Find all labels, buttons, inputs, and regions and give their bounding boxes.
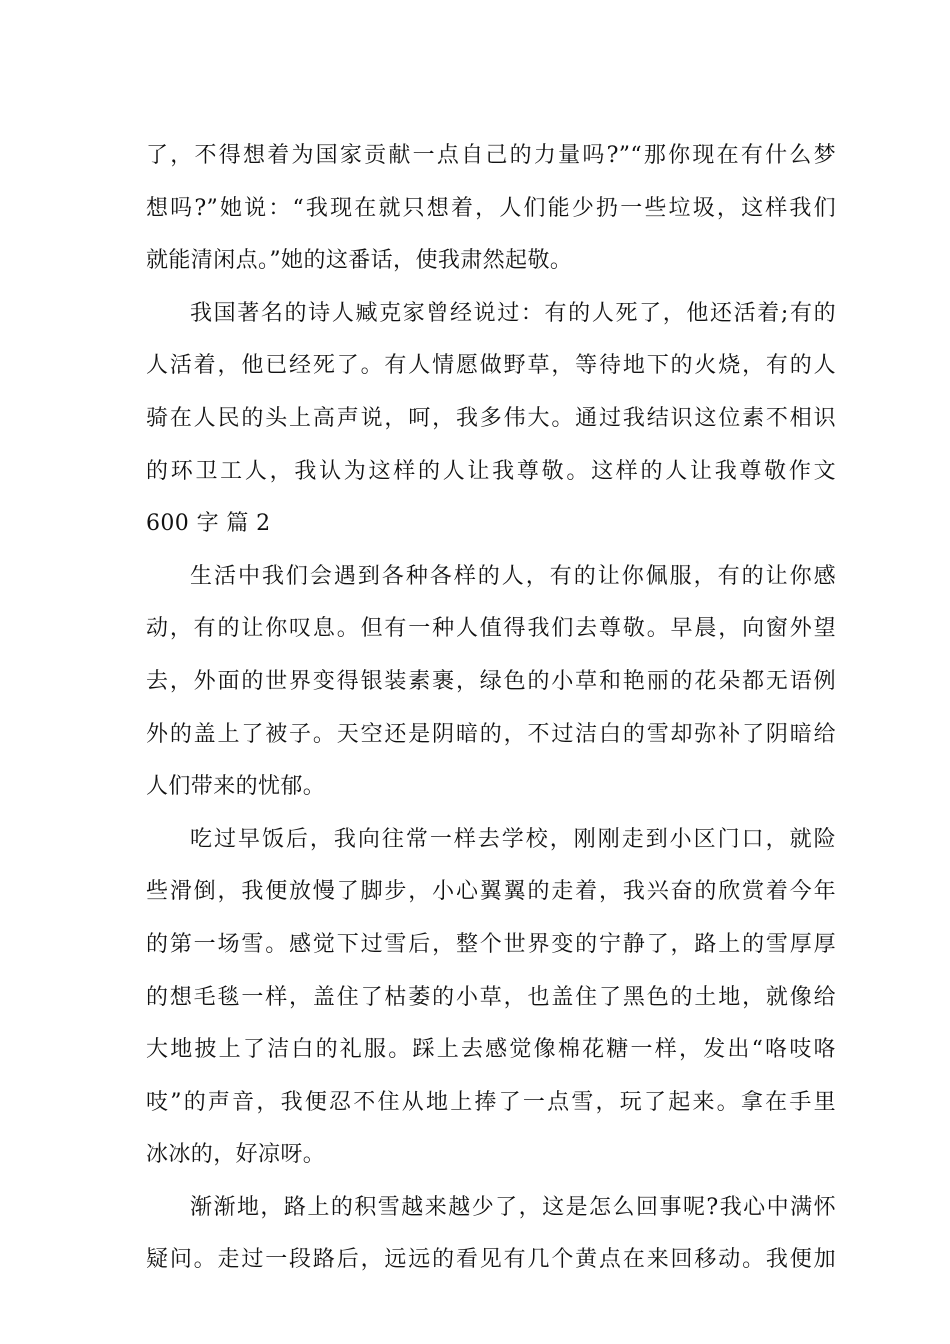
text-line: 外的盖上了被子。天空还是阴暗的，不过洁白的雪却弥补了阴暗给: [146, 721, 836, 747]
section-heading-line: 600 字 篇 2: [146, 511, 271, 537]
text-line: 的第一场雪。感觉下过雪后，整个世界变的宁静了，路上的雪厚厚: [146, 931, 836, 957]
text-line: 吱”的声音，我便忍不住从地上捧了一点雪，玩了起来。拿在手里: [146, 1089, 836, 1115]
text-line: 就能清闲点。”她的这番话，使我肃然起敬。: [146, 248, 573, 274]
paragraph-first-line: 我国著名的诗人臧克家曾经说过：有的人死了，他还活着;有的: [190, 300, 836, 326]
paragraph-first-line: 渐渐地，路上的积雪越来越少了，这是怎么回事呢?我心中满怀: [190, 1194, 836, 1220]
text-line: 些滑倒，我便放慢了脚步，小心翼翼的走着，我兴奋的欣赏着今年: [146, 879, 836, 905]
paragraph-first-line: 吃过早饭后，我向往常一样去学校，刚刚走到小区门口，就险: [190, 826, 836, 852]
document-body: [146, 130, 836, 1287]
text-line: 冰冰的，好凉呀。: [146, 1142, 326, 1168]
text-line: 了，不得想着为国家贡献一点自己的力量吗?”“那你现在有什么梦: [146, 143, 836, 168]
text-line: 大地披上了洁白的礼服。踩上去感觉像棉花糖一样，发出“咯吱咯: [146, 1037, 836, 1063]
text-line: 人活着，他已经死了。有人情愿做野草，等待地下的火烧，有的人: [146, 353, 836, 379]
text-line: 人们带来的忧郁。: [146, 774, 326, 800]
text-line: 去，外面的世界变得银装素裹，绿色的小草和艳丽的花朵都无语例: [146, 668, 836, 694]
paragraph-first-line: 生活中我们会遇到各种各样的人，有的让你佩服，有的让你感: [190, 563, 836, 589]
text-line: 疑问。走过一段路后，远远的看见有几个黄点在来回移动。我便加: [146, 1247, 836, 1273]
text-line: 骑在人民的头上高声说，呵，我多伟大。通过我结识这位素不相识: [146, 405, 836, 431]
text-line: 的环卫工人，我认为这样的人让我尊敬。这样的人让我尊敬作文: [146, 458, 836, 484]
text-line: 想吗?”她说：“我现在就只想着，人们能少扔一些垃圾，这样我们: [146, 195, 836, 221]
text-line: 的想毛毯一样，盖住了枯萎的小草，也盖住了黑色的土地，就像给: [146, 984, 836, 1010]
text-line: 动，有的让你叹息。但有一种人值得我们去尊敬。早晨，向窗外望: [146, 616, 836, 642]
